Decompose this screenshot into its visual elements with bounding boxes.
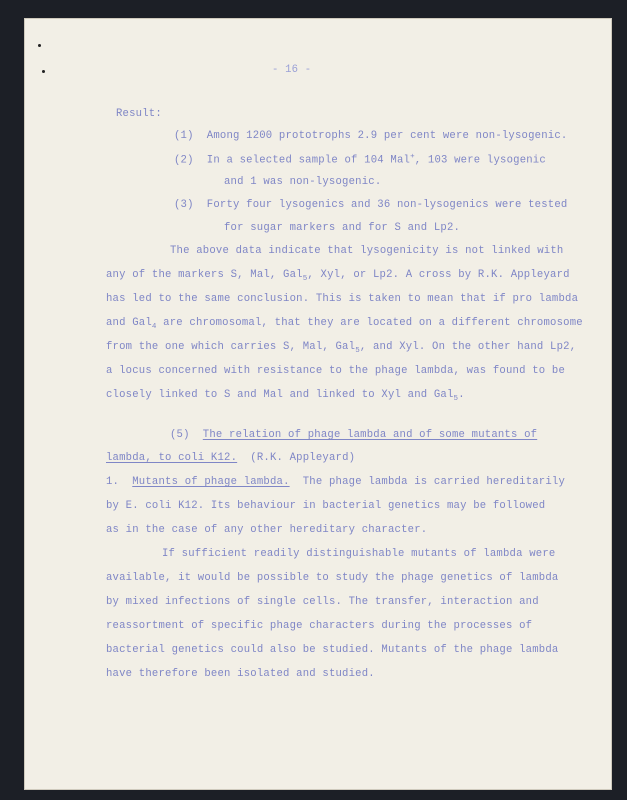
document-page [24,18,612,790]
para1-line-5: from the one which carries S, Mal, Gal$_5$, and Xyl. On the other hand Lp2, [106,341,577,356]
result-item-2-cont: and 1 was non-lysogenic. [224,176,382,188]
para1-line-7: closely linked to S and Mal and linked to Xyl and Gal$_5$. [106,389,465,404]
para1-line-6: a locus concerned with resistance to the phage lambda, was found to be [106,365,566,377]
section-5-title: (5) The relation of phage lambda and of some mutants of [170,429,538,441]
para2-line-4: reassortment of specific phage characters during the processes of [106,620,533,632]
para1-line-4: and Gal$_4$ are chromosomal, that they are located on a different chromosome [106,317,583,332]
result-item-2: (2) In a selected sample of 104 Mal+, 103 were lysogenic [174,153,546,167]
para1-line-3: has led to the same conclusion. This is taken to mean that if pro lambda [106,293,579,305]
page-number: - 16 - [272,64,312,76]
result-heading: Result: [116,108,162,120]
result-item-3: (3) Forty four lysogenics and 36 non-lysogenics were tested [174,199,568,211]
section-5-title-cont: lambda, to coli K12. (R.K. Appleyard) [106,452,356,464]
para1-line-1: The above data indicate that lysogenicity is not linked with [170,245,564,257]
para2-line-2: available, it would be possible to study the phage genetics of lambda [106,572,559,584]
para2-line-5: bacterial genetics could also be studied. Mutants of the phage lambda [106,644,559,656]
subsection-1-line-2: by E. coli K12. Its behaviour in bacterial genetics may be followed [106,500,546,512]
result-item-1: (1) Among 1200 prototrophs 2.9 per cent were non-lysogenic. [174,130,568,142]
para2-line-6: have therefore been isolated and studied. [106,668,375,680]
subsection-1-heading: 1. Mutants of phage lambda. The phage lambda is carried hereditarily [106,476,566,488]
para2-line-3: by mixed infections of single cells. The transfer, interaction and [106,596,539,608]
subsection-1-line-3: as in the case of any other hereditary character. [106,524,428,536]
para2-line-1: If sufficient readily distinguishable mutants of lambda were [162,548,556,560]
para1-line-2: any of the markers S, Mal, Gal$_5$, Xyl, or Lp2. A cross by R.K. Appleyard [106,269,570,284]
typed-text [24,18,612,790]
result-item-3-cont: for sugar markers and for S and Lp2. [224,222,461,234]
